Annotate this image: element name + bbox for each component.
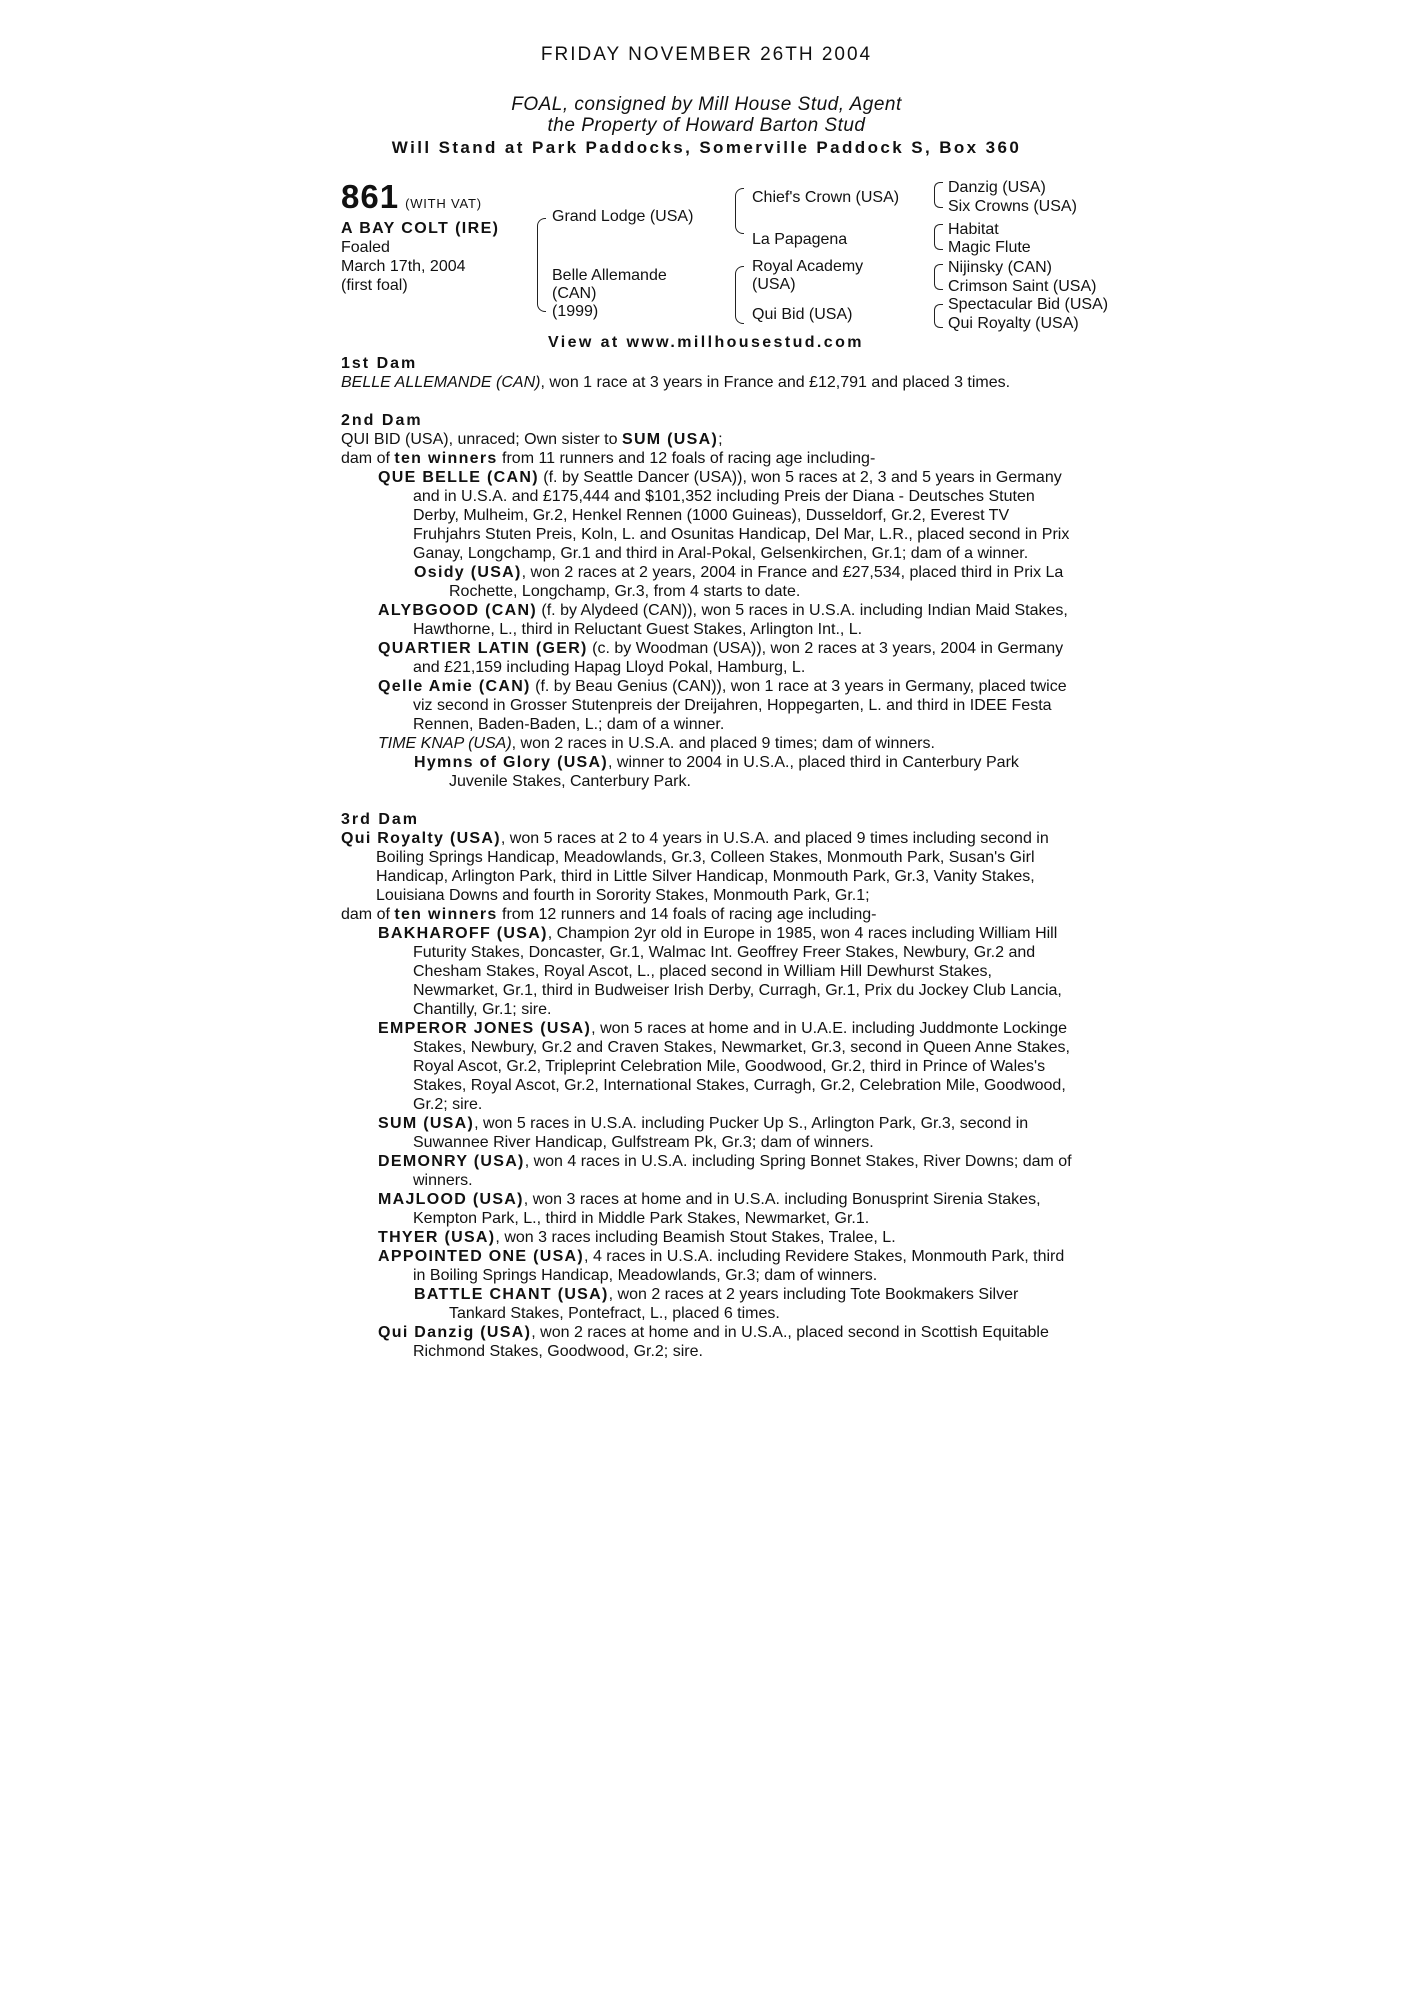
pedigree-g2: Six Crowns (USA) — [948, 198, 1077, 215]
pedigree-sire: Grand Lodge (USA) — [552, 208, 694, 225]
list-item: THYER (USA), won 3 races including Beamish Stout Stakes, Tralee, L. — [378, 1229, 896, 1246]
first-dam-name: BELLE ALLEMANDE (CAN) — [341, 374, 541, 391]
brace-g2 — [934, 224, 943, 250]
list-item: DEMONRY (USA), won 4 races in U.S.A. including Spring Bonnet Stakes, River Downs; dam of winners. — [378, 1153, 1072, 1189]
lot-name: A BAY COLT (IRE) — [341, 220, 500, 237]
consignor-block — [0, 94, 1413, 136]
third-dam-produce: dam of ten winners from 12 runners and 14 foals of racing age including- — [341, 906, 877, 923]
list-item: QUARTIER LATIN (GER) (c. by Woodman (USA)), won 2 races at 3 years, 2004 in Germany and £21,159 including Hapag Lloyd Pokal, Hamburg, L. — [378, 640, 1064, 676]
stabling-location: Will Stand at Park Paddocks, Somerville Paddock S, Box 360 — [391, 138, 1022, 157]
sale-date: FRIDAY NOVEMBER 26TH 2004 — [540, 44, 873, 65]
pedigree-dam-sire-country: (USA) — [752, 276, 796, 293]
brace-dam — [735, 266, 744, 324]
first-dam-heading: 1st Dam — [341, 355, 418, 372]
brace-g1 — [934, 182, 943, 208]
consignor-line: FOAL, consigned by Mill House Stud, Agent — [511, 94, 902, 115]
list-item: Osidy (USA), won 2 races at 2 years, 2004 in France and £27,534, placed third in Prix La Rochette, Longchamp, Gr.3, from 4 starts to date. — [414, 564, 1064, 600]
pedigree-g6: Crimson Saint (USA) — [948, 278, 1097, 295]
foal-note: (first foal) — [341, 277, 408, 294]
pedigree-dam-sire — [752, 258, 863, 294]
pedigree-dam-year: (1999) — [552, 303, 599, 320]
pedigree-g7: Spectacular Bid (USA) — [948, 296, 1109, 313]
pedigree-notes — [341, 354, 1076, 1361]
brace-g3 — [934, 264, 943, 290]
pedigree-sire-dam: La Papagena — [752, 231, 848, 248]
list-item: Qelle Amie (CAN) (f. by Beau Genius (CAN)), won 1 race at 3 years in Germany, placed twice viz second in Grosser Stutenpreis der Dreijahren, Hoppegarten, L. and third in IDEE Festa Rennen, Baden-Baden, L.; dam of a winner. — [378, 678, 1067, 733]
pedigree-dam-country: (CAN) — [552, 285, 597, 302]
list-item: QUE BELLE (CAN) (f. by Seattle Dancer (USA)), won 5 races at 2, 3 and 5 years in Germany and in U.S.A. and £175,444 and $101,352 including Preis der Diana - Deutsches Stuten Derby, Mulheim, Gr.2, Henkel Rennen (1000 Guineas), Dusseldorf, Gr.2, Everest TV Fruhjahrs Stuten Preis, Koln, L. and Osunitas Handicap, Del Mar, L.R., placed second in Prix Ganay, Longchamp, Gr.1 and third in Aral-Pokal, Gelsenkirchen, Gr.1; dam of a winner. — [378, 469, 1070, 562]
pedigree-dam-sire-name: Royal Academy — [752, 258, 864, 275]
list-item: ALYBGOOD (CAN) (f. by Alydeed (CAN)), won 5 races in U.S.A. including Indian Maid Stakes, Hawthorne, L., third in Reluctant Guest Stakes, Arlington Int., L. — [378, 602, 1068, 638]
brace-g4 — [934, 304, 943, 328]
vat-note: (WITH VAT) — [405, 196, 482, 211]
second-dam-heading: 2nd Dam — [341, 412, 423, 429]
property-line: the Property of Howard Barton Stud — [547, 115, 866, 136]
list-item: BAKHAROFF (USA), Champion 2yr old in Europe in 1985, won 4 races including William Hill Futurity Stakes, Doncaster, Gr.1, Walmac Int. Geoffrey Freer Stakes, Newbury, Gr.2 and Chesham Stakes, Royal Ascot, L., placed second in William Hill Dewhurst Stakes, Newmarket, Gr.1, third in Budweiser Irish Derby, Curragh, Gr.1, Prix du Jockey Club Lancia, Chantilly, Gr.1; sire. — [378, 925, 1062, 1018]
pedigree-g4: Magic Flute — [948, 239, 1031, 256]
website-link: View at www.millhousestud.com — [548, 334, 864, 351]
list-item: MAJLOOD (USA), won 3 races at home and in U.S.A. including Bonusprint Sirenia Stakes, Kempton Park, L., third in Middle Park Stakes, Newmarket, Gr.1. — [378, 1191, 1041, 1227]
list-item: APPOINTED ONE (USA), 4 races in U.S.A. including Revidere Stakes, Monmouth Park, third in Boiling Springs Handicap, Meadowlands, Gr.3; dam of winners. — [378, 1248, 1065, 1284]
list-item: SUM (USA), won 5 races in U.S.A. including Pucker Up S., Arlington Park, Gr.3, second in Suwannee River Handicap, Gulfstream Pk, Gr.3; dam of winners. — [378, 1115, 1029, 1151]
list-item: Hymns of Glory (USA), winner to 2004 in U.S.A., placed third in Canterbury Park Juvenile Stakes, Canterbury Park. — [414, 754, 1019, 790]
pedigree-dam-name: Belle Allemande — [552, 267, 667, 284]
pedigree-g8: Qui Royalty (USA) — [948, 315, 1079, 332]
first-dam-paragraph — [341, 373, 1076, 392]
pedigree-dam — [552, 267, 667, 321]
pedigree-g1: Danzig (USA) — [948, 179, 1046, 196]
first-dam-text: , won 1 race at 3 years in France and £12,791 and placed 3 times. — [540, 374, 1011, 391]
foaled-date: March 17th, 2004 — [341, 258, 466, 275]
pedigree-dam-dam: Qui Bid (USA) — [752, 306, 853, 323]
third-dam-paragraph: Qui Royalty (USA), won 5 races at 2 to 4 years in U.S.A. and placed 9 times including second in Boiling Springs Handicap, Meadowlands, Gr.3, Colleen Stakes, Monmouth Park, Susan's Girl Handicap, Arlington Park, third in Little Silver Handicap, Monmouth Park, Gr.3, Vanity Stakes, Louisiana Downs and fourth in Sorority Stakes, Monmouth Park, Gr.1; — [341, 830, 1049, 904]
brace-sire-dam — [537, 218, 546, 312]
second-dam-produce: dam of ten winners from 11 runners and 12 foals of racing age including- — [341, 450, 876, 467]
list-item: BATTLE CHANT (USA), won 2 races at 2 years including Tote Bookmakers Silver Tankard Stakes, Pontefract, L., placed 6 times. — [414, 1286, 1019, 1322]
lot-number: 861 — [341, 178, 400, 215]
third-dam-heading: 3rd Dam — [341, 811, 420, 828]
foaled-label: Foaled — [341, 239, 390, 256]
second-dam-intro: QUI BID (USA), unraced; Own sister to SUM (USA); — [341, 431, 723, 448]
pedigree-sire-sire: Chief's Crown (USA) — [752, 189, 900, 206]
pedigree-g3: Habitat — [948, 221, 999, 238]
pedigree-g5: Nijinsky (CAN) — [948, 259, 1052, 276]
list-item: Qui Danzig (USA), won 2 races at home and in U.S.A., placed second in Scottish Equitable Richmond Stakes, Goodwood, Gr.2; sire. — [378, 1324, 1049, 1360]
list-item: EMPEROR JONES (USA), won 5 races at home and in U.A.E. including Juddmonte Lockinge Stakes, Newbury, Gr.2 and Craven Stakes, Newmarket, Gr.3, second in Queen Anne Stakes, Royal Ascot, Gr.2, Tripleprint Celebration Mile, Goodwood, Gr.2, third in Prince of Wales's Stakes, Royal Ascot, Gr.2, International Stakes, Curragh, Gr.2, Celebration Mile, Goodwood, Gr.2; sire. — [378, 1020, 1070, 1113]
lot-info — [341, 178, 531, 295]
list-item: TIME KNAP (USA), won 2 races in U.S.A. and placed 9 times; dam of winners. — [378, 735, 935, 752]
brace-sire — [735, 188, 744, 234]
